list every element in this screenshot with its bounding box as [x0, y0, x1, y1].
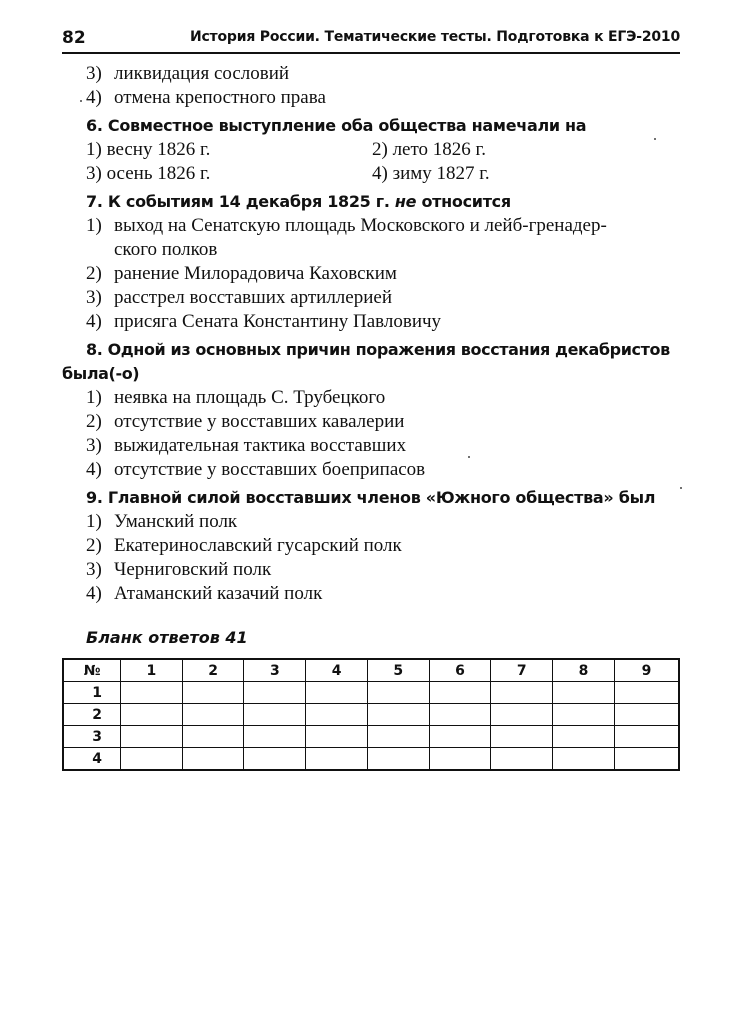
answer-cell[interactable]	[429, 704, 491, 726]
option-text: Атаманский казачий полк	[114, 583, 323, 604]
column-header: 1	[121, 659, 183, 682]
answer-cell[interactable]	[182, 704, 244, 726]
answer-cell[interactable]	[306, 748, 368, 771]
answer-cell[interactable]	[182, 726, 244, 748]
option-number: 1)	[86, 511, 102, 532]
answer-cell[interactable]	[244, 726, 306, 748]
column-header: 9	[614, 659, 679, 682]
page-number: 82	[62, 28, 86, 48]
option-number: 4)	[372, 163, 388, 184]
option-number: 4)	[86, 459, 102, 480]
question-6-options-row	[62, 162, 680, 186]
row-header: 2	[63, 704, 121, 726]
question-7-negation: не	[394, 192, 417, 211]
option-number: 2)	[372, 139, 388, 160]
question-8-title: 8. Одной из основных причин поражения восстания декабристов была(-о)	[62, 340, 670, 383]
answer-cell[interactable]	[306, 704, 368, 726]
answer-cell[interactable]	[614, 704, 679, 726]
list-item	[62, 62, 680, 86]
question-7-title-end: относится	[416, 192, 511, 211]
option-number: 2)	[86, 535, 102, 556]
option-text: выход на Сенатскую площадь Московского и лейб-гренадер-	[114, 215, 607, 236]
table-row	[63, 704, 679, 726]
answer-cell[interactable]	[614, 682, 679, 704]
answer-cell[interactable]	[367, 748, 429, 771]
list-item	[62, 410, 680, 434]
column-header: 4	[306, 659, 368, 682]
row-header: 3	[63, 726, 121, 748]
list-item	[62, 534, 680, 558]
row-header: 1	[63, 682, 121, 704]
table-header-row	[63, 659, 679, 682]
option-text: отмена крепостного права	[114, 87, 326, 108]
answer-cell[interactable]	[244, 748, 306, 771]
question-7-title-start: 7. К событиям 14 декабря 1825 г.	[86, 192, 395, 211]
question-6-title: 6. Совместное выступление оба общества намечали на	[86, 116, 587, 135]
option-number: 2)	[86, 411, 102, 432]
answer-cell[interactable]	[491, 704, 553, 726]
answer-cell[interactable]	[121, 682, 183, 704]
list-item	[62, 434, 680, 458]
option-number: 1)	[86, 139, 102, 160]
scan-speck	[468, 456, 470, 458]
list-item	[62, 582, 680, 606]
option-text: зиму 1827 г.	[392, 163, 490, 184]
column-header: 6	[429, 659, 491, 682]
column-header: 7	[491, 659, 553, 682]
option-text: выжидательная тактика восставших	[114, 435, 407, 456]
option-number: 4)	[86, 311, 102, 332]
list-item	[62, 286, 680, 310]
scan-speck	[80, 100, 82, 102]
answer-cell[interactable]	[614, 748, 679, 771]
column-header: 2	[182, 659, 244, 682]
answer-sheet-title: Бланк ответов 41	[86, 628, 248, 647]
option-text: ликвидация сословий	[114, 63, 290, 84]
answer-cell[interactable]	[121, 726, 183, 748]
option-text: Черниговский полк	[114, 559, 272, 580]
option-text: Екатеринославский гусарский полк	[114, 535, 402, 556]
answer-cell[interactable]	[182, 748, 244, 771]
answer-cell[interactable]	[491, 726, 553, 748]
option-number: 4)	[86, 583, 102, 604]
option-text: присяга Сената Константину Павловичу	[114, 311, 442, 332]
answer-cell[interactable]	[553, 748, 615, 771]
list-item	[62, 214, 680, 238]
answer-cell[interactable]	[553, 682, 615, 704]
option-number: 3)	[86, 559, 102, 580]
list-item	[62, 386, 680, 410]
list-item	[62, 510, 680, 534]
option-number: 3)	[86, 435, 102, 456]
answer-cell[interactable]	[244, 682, 306, 704]
option-text: весну 1826 г.	[106, 139, 211, 160]
answer-cell[interactable]	[429, 726, 491, 748]
answer-cell[interactable]	[244, 704, 306, 726]
answer-cell[interactable]	[614, 726, 679, 748]
page-header	[62, 26, 680, 54]
answer-sheet-table	[62, 658, 680, 771]
option-text: осень 1826 г.	[106, 163, 211, 184]
option-number: 1)	[86, 387, 102, 408]
option-number: 4)	[86, 87, 102, 108]
answer-cell[interactable]	[491, 748, 553, 771]
option-text: ранение Милорадовича Каховским	[114, 263, 397, 284]
list-item	[62, 262, 680, 286]
answer-cell[interactable]	[367, 726, 429, 748]
answer-cell[interactable]	[121, 748, 183, 771]
question-9-title: 9. Главной силой восставших членов «Южного общества» был	[86, 488, 656, 507]
option-text: отсутствие у восставших кавалерии	[114, 411, 405, 432]
answer-cell[interactable]	[553, 726, 615, 748]
table-row	[63, 682, 679, 704]
answer-cell[interactable]	[306, 682, 368, 704]
answer-cell[interactable]	[429, 748, 491, 771]
option-number: 3)	[86, 287, 102, 308]
answer-cell[interactable]	[121, 704, 183, 726]
table-row	[63, 748, 679, 771]
list-item	[62, 310, 680, 334]
answer-cell[interactable]	[491, 682, 553, 704]
page-content	[62, 62, 680, 771]
list-item	[62, 558, 680, 582]
answer-cell[interactable]	[429, 682, 491, 704]
option-text: неявка на площадь С. Трубецкого	[114, 387, 386, 408]
option-number: 3)	[86, 163, 102, 184]
running-title: История России. Тематические тесты. Подготовка к ЕГЭ-2010	[189, 29, 680, 45]
row-header: 4	[63, 748, 121, 771]
column-header: 3	[244, 659, 306, 682]
option-text: расстрел восставших артиллерией	[114, 287, 392, 308]
answer-cell[interactable]	[306, 726, 368, 748]
answer-cell[interactable]	[182, 682, 244, 704]
option-text: лето 1826 г.	[392, 139, 486, 160]
option-text: отсутствие у восставших боеприпасов	[114, 459, 426, 480]
list-item	[62, 86, 680, 110]
option-number: 1)	[86, 215, 102, 236]
option-text: Уманский полк	[114, 511, 238, 532]
option-continuation: ского полков	[114, 239, 218, 260]
answer-cell[interactable]	[367, 704, 429, 726]
table-row	[63, 726, 679, 748]
answer-cell[interactable]	[553, 704, 615, 726]
question-7-title	[62, 190, 680, 214]
list-item	[62, 458, 680, 482]
answer-cell[interactable]	[367, 682, 429, 704]
scan-speck	[654, 138, 656, 140]
scan-speck	[680, 487, 682, 489]
option-number: 2)	[86, 263, 102, 284]
column-header: 5	[367, 659, 429, 682]
column-header: 8	[553, 659, 615, 682]
question-6-options-row	[62, 138, 680, 162]
table-corner-cell: №	[63, 659, 121, 682]
option-number: 3)	[86, 63, 102, 84]
